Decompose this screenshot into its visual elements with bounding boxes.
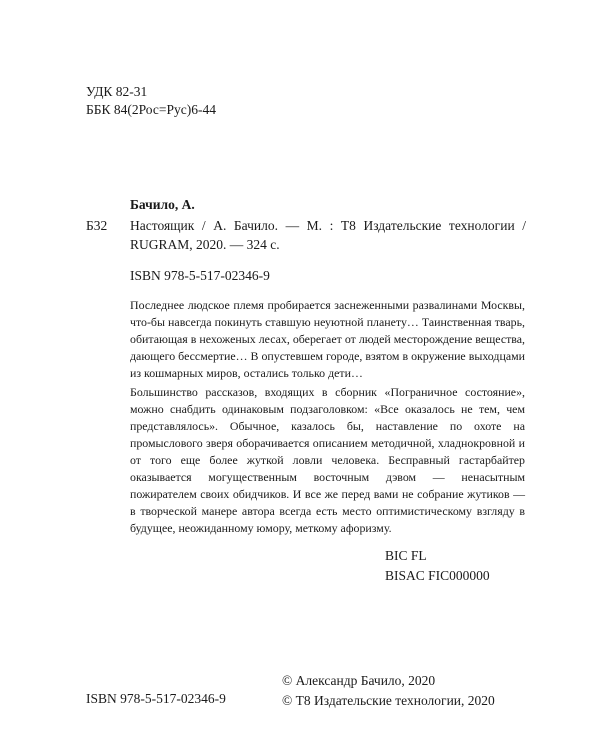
author-mark: Б32: [86, 218, 108, 233]
author-heading: Бачило, А.: [130, 197, 195, 212]
copyright-notice: [282, 671, 495, 711]
bibliographic-description: Настоящик / А. Бачило. — М. : Т8 Издательские технологии / RUGRAM, 2020. — 324 с.: [130, 218, 526, 252]
copyright-publisher: © Т8 Издательские технологии, 2020: [282, 693, 495, 708]
copyright-author: © Александр Бачило, 2020: [282, 673, 436, 688]
isbn-bottom: ISBN 978-5-517-02346-9: [86, 691, 226, 706]
udc-code: УДК 82-31: [86, 84, 148, 99]
classification-codes: [86, 83, 216, 119]
isbn-main: ISBN 978-5-517-02346-9: [130, 268, 270, 283]
subject-codes: [385, 546, 490, 586]
bic-code: BIC FL: [385, 548, 427, 563]
annotation-paragraph: Последнее людское племя пробирается заснеженными развалинами Москвы, что-бы навсегда покинуть ставшую неуютной планету… Таинственная тварь, обитающая в нехоженых лесах, оберегает от людей месторождение вещества, дающего бессмертие… В опустевшем городе, взятом в окружение выходцами из кошмарных миров, остались только дети…: [130, 298, 525, 380]
bisac-code: BISAC FIC000000: [385, 568, 490, 583]
annotation-paragraph: Большинство рассказов, входящих в сборник «Пограничное состояние», можно снабдить одинаковым подзаголовком: «Все оказалось не тем, чем представлялось». Обычное, казалось бы, наставление по охоте на промыслового зверя оборачивается описанием методичной, хладнокровной и от того еще более жуткой ловли человека. Бесправный гастарбайтер оказывается могущественным восточным дэвом — ненасытным пожирателем своих обидчиков. И все же перед вами не собрание жутиков — в творческой манере автора всегда есть место оптимистическому взгляду в будущее, неожиданному юмору, меткому афоризму.: [130, 385, 525, 535]
annotation: [130, 297, 525, 537]
bbk-code: ББК 84(2Рос=Рус)6-44: [86, 102, 216, 117]
